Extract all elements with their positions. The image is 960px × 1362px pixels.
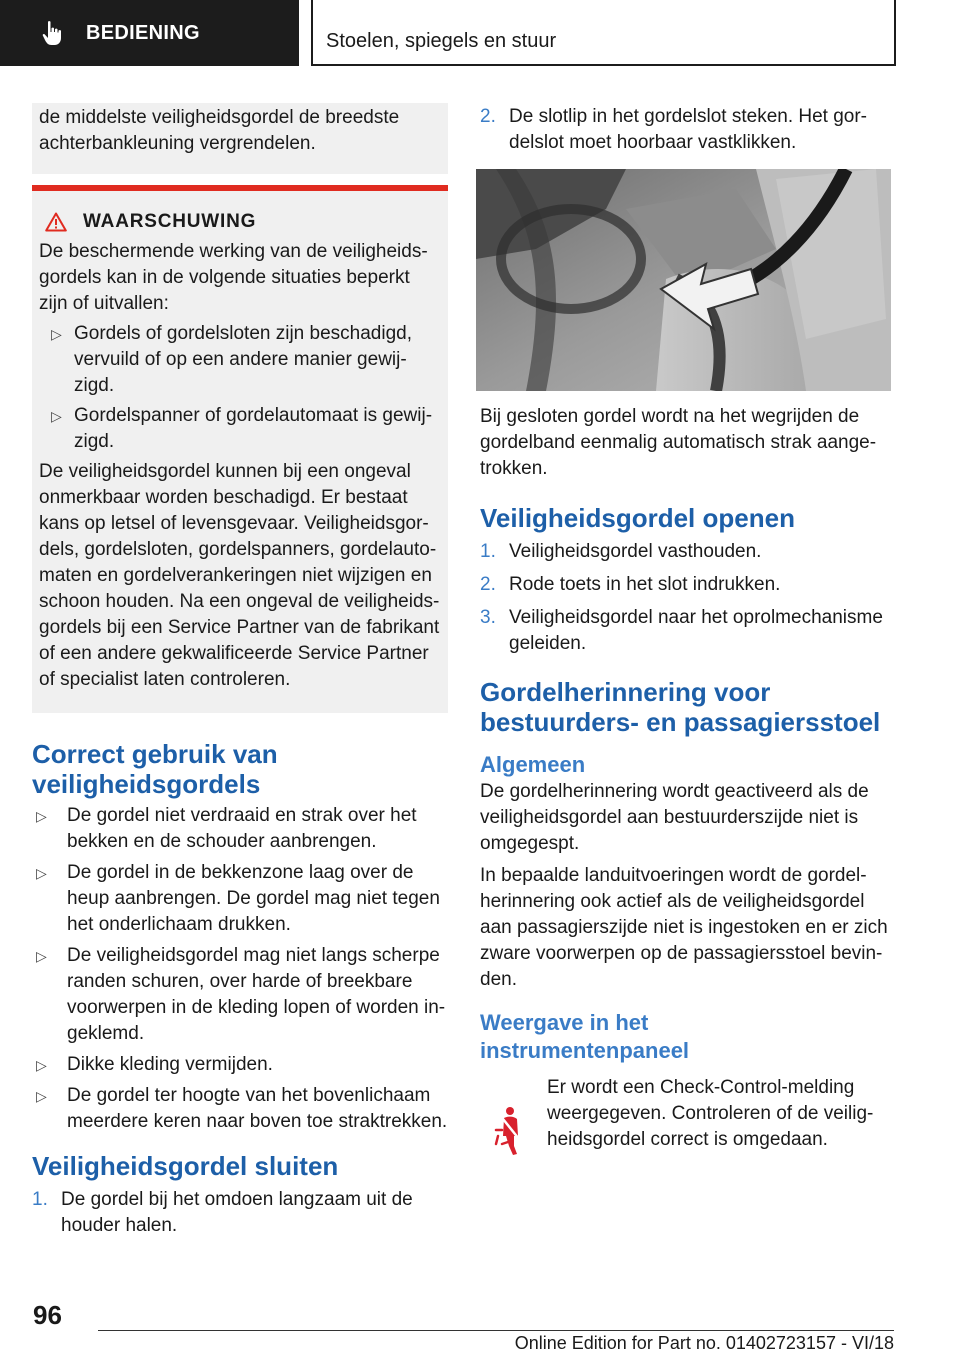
step-line: delslot moet hoorbaar vastklikken. — [509, 132, 797, 153]
bullet-line: het onderlichaam drukken. — [67, 914, 291, 935]
hand-pointer-icon — [42, 20, 64, 46]
correct-usage-section — [32, 739, 448, 1239]
header-chapter-title: Stoelen, spiegels en stuur — [326, 30, 557, 52]
header-chapter-box — [311, 0, 896, 66]
paragraph-line: omgegespt. — [480, 833, 580, 854]
bullet-line: vervuild of op een andere manier gewij- — [74, 349, 407, 370]
section-heading: veiligheidsgordels — [32, 769, 261, 799]
warning-intro-line: De beschermende werking van de veiligheids- — [39, 241, 428, 262]
paragraph-line: veiligheidsgordel aan bestuurderszijde niet is — [480, 807, 859, 828]
bullet-line: randen schuren, over harde of breekbare — [67, 971, 413, 992]
step-line: Veiligheidsgordel vasthouden. — [509, 541, 762, 562]
warning-title: WAARSCHUWING — [83, 211, 257, 232]
step-number: 2. — [480, 106, 496, 127]
warning-body-line: maten en gordelverankeringen niet wijzigen en — [39, 565, 432, 586]
paragraph-line: heidsgordel correct is omgedaan. — [547, 1129, 828, 1150]
step-number: 3. — [480, 607, 496, 628]
bullet-line: Gordels of gordelsloten zijn beschadigd, — [74, 323, 412, 344]
section-heading: bestuurders- en passagiersstoel — [480, 707, 881, 737]
step-line: geleiden. — [509, 633, 587, 654]
warning-body-line: of specialist laten controleren. — [39, 669, 291, 690]
bullet-line: Dikke kleding vermijden. — [67, 1054, 273, 1075]
list-item — [32, 860, 448, 938]
page-number: 96 — [33, 1300, 62, 1330]
bullet-line: De gordel in de bekkenzone laag over de — [67, 862, 414, 883]
bullet-line: heup aanbrengen. De gordel mag niet tegen — [67, 888, 440, 909]
bullet-triangle-icon: ▷ — [36, 1057, 47, 1073]
bullet-triangle-icon: ▷ — [36, 1088, 47, 1104]
subsection-heading: Algemeen — [480, 752, 586, 777]
paragraph-line: gordelband eenmalig automatisch strak aange- — [480, 432, 877, 453]
warning-body-line: kans op letsel of levensgevaar. Veiligheidsgor- — [39, 513, 429, 534]
warning-heading — [39, 209, 440, 235]
bullet-line: meerdere keren naar boven toe straktrekken. — [67, 1111, 448, 1132]
warning-bullet — [39, 321, 440, 399]
warning-body-line: dels, gordelsloten, gordelspanners, gordelauto- — [39, 539, 437, 560]
section-heading: Veiligheidsgordel openen — [480, 503, 795, 533]
warning-body-line: schoon houden. Na een ongeval de veiligheids- — [39, 591, 440, 612]
section-heading: Veiligheidsgordel sluiten — [32, 1151, 339, 1181]
paragraph-line: herinnering ook actief als de veiligheidsgordel — [480, 891, 865, 912]
warning-body-line: of een andere gekwalificeerde Service Partner — [39, 643, 429, 664]
photo-illustration — [476, 169, 891, 391]
bullet-triangle-icon: ▷ — [51, 326, 62, 342]
bullet-line: bekken en de schouder aanbrengen. — [67, 831, 377, 852]
bullet-triangle-icon: ▷ — [51, 408, 62, 424]
bullet-line: zigd. — [74, 375, 115, 396]
warning-bullet — [39, 403, 440, 455]
bullet-line: zigd. — [74, 431, 115, 452]
warning-intro-line: zijn of uitvallen: — [39, 293, 169, 314]
step-number: 2. — [480, 574, 496, 595]
bullet-line: Gordelspanner of gordelautomaat is gewij- — [74, 405, 433, 426]
bullet-triangle-icon: ▷ — [36, 808, 47, 824]
step-item — [480, 539, 892, 565]
step-line: houder halen. — [61, 1215, 178, 1236]
bullet-line: De gordel niet verdraaid en strak over het — [67, 805, 417, 826]
continued-text-box — [32, 103, 448, 174]
footer-edition: Online Edition for Part no. 01402723157 - VI/18 — [514, 1333, 894, 1353]
footer-rule — [98, 1330, 894, 1331]
step-number: 1. — [32, 1189, 48, 1210]
bullet-line: De veiligheidsgordel mag niet langs scherpe — [67, 945, 440, 966]
step-item — [32, 1187, 448, 1239]
warning-body-line: De veiligheidsgordel kunnen bij een ongeval — [39, 461, 411, 482]
paragraph-line: In bepaalde landuitvoeringen wordt de gordel- — [480, 865, 867, 886]
paragraph-line: De gordelherinnering wordt geactiveerd als de — [480, 781, 869, 802]
paragraph-line: Bij gesloten gordel wordt na het wegrijden de — [480, 406, 860, 427]
list-item — [32, 1083, 448, 1135]
step-item — [480, 605, 892, 657]
list-item — [32, 943, 448, 1047]
seatbelt-buckle-photo — [476, 169, 891, 391]
warning-body-line: onmerkbaar worden beschadigd. Er bestaat — [39, 487, 408, 508]
step-item — [480, 572, 892, 598]
header-section-tab — [0, 0, 299, 66]
step-line: Rode toets in het slot indrukken. — [509, 574, 781, 595]
seatbelt-warning-icon — [494, 1106, 524, 1156]
paragraph-line: den. — [480, 969, 517, 990]
warning-box — [32, 185, 448, 713]
step-number: 1. — [480, 541, 496, 562]
step-line: Veiligheidsgordel naar het oprolmechanisme — [509, 607, 883, 628]
step2-block — [480, 104, 892, 156]
list-item — [32, 803, 448, 855]
paragraph-line: zware voorwerpen op de passagiersstoel bevin- — [480, 943, 883, 964]
bullet-line: geklemd. — [67, 1023, 145, 1044]
list-item — [32, 1052, 448, 1078]
subsection-heading: instrumentenpaneel — [480, 1038, 690, 1063]
paragraph-line: weergegeven. Controleren of de veilig- — [547, 1103, 874, 1124]
subsection-heading: Weergave in het — [480, 1010, 649, 1035]
bullet-triangle-icon: ▷ — [36, 865, 47, 881]
header-section-label: BEDIENING — [86, 21, 200, 44]
step-line: De slotlip in het gordelslot steken. Het gor- — [509, 106, 868, 127]
box-line: de middelste veiligheidsgordel de breedste — [39, 107, 400, 128]
right-column-content — [480, 404, 892, 1153]
paragraph-line: aan passagierszijde niet is ingestoken en er zich — [480, 917, 888, 938]
bullet-triangle-icon: ▷ — [36, 948, 47, 964]
bullet-line: De gordel ter hoogte van het bovenlichaam — [67, 1085, 431, 1106]
paragraph-line: trokken. — [480, 458, 548, 479]
step-line: De gordel bij het omdoen langzaam uit de — [61, 1189, 413, 1210]
section-heading: Gordelherinnering voor — [480, 677, 771, 707]
warning-body-line: gordels bij een Service Partner van de fabrikant — [39, 617, 440, 638]
paragraph-line: Er wordt een Check-Control-melding — [547, 1077, 855, 1098]
warning-triangle-icon — [45, 212, 67, 232]
box-line: achterbankleuning vergrendelen. — [39, 133, 316, 154]
warning-intro-line: gordels kan in de volgende situaties beperkt — [39, 267, 410, 288]
section-heading: Correct gebruik van — [32, 739, 278, 769]
step-item — [480, 104, 892, 156]
bullet-line: voorwerpen in de kleding lopen of worden in- — [67, 997, 446, 1018]
